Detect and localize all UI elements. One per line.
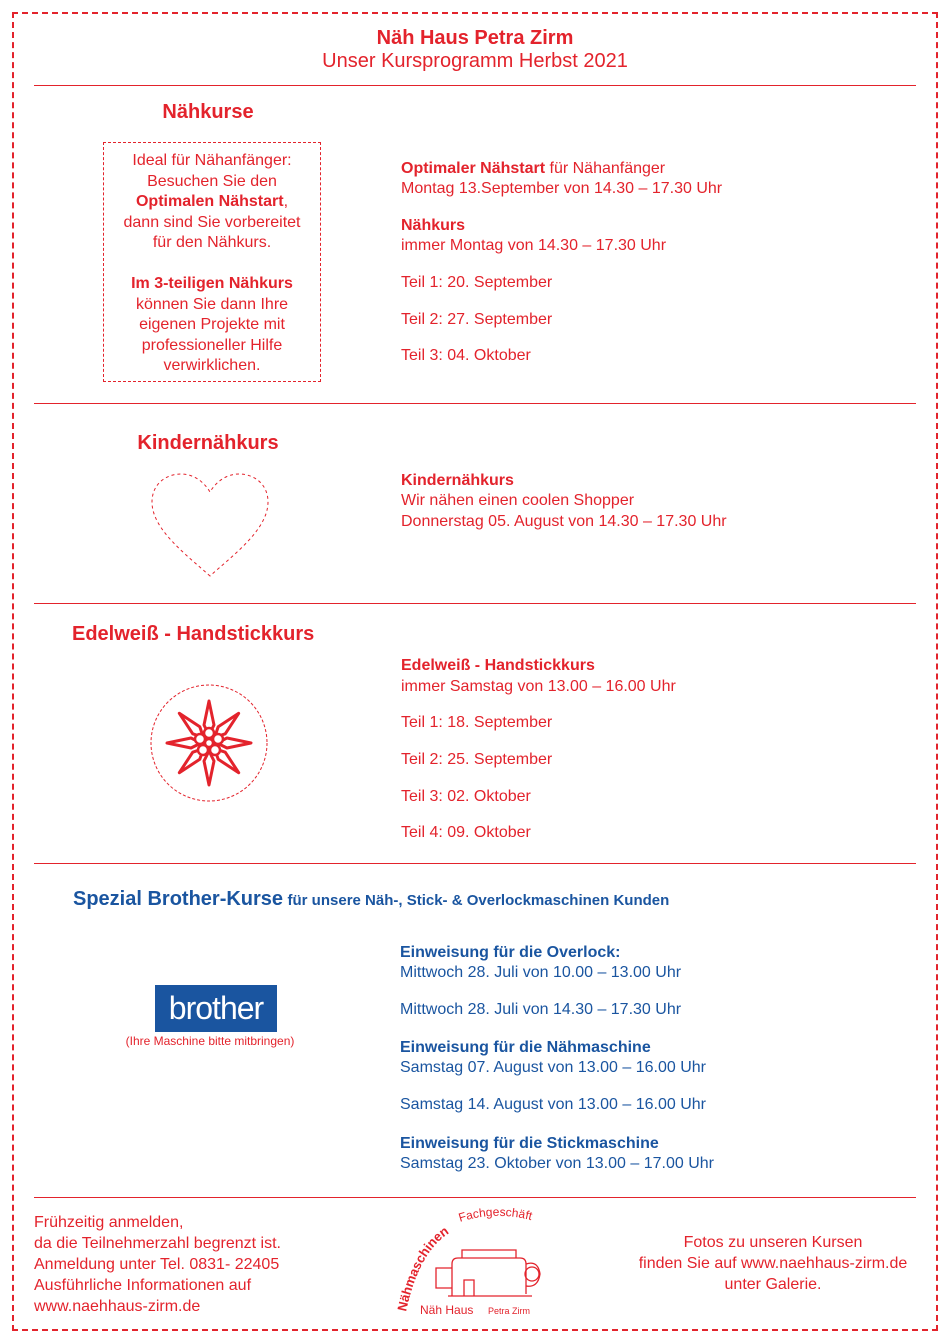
info-line: eigenen Projekte mit [139,316,285,333]
course-title: Einweisung für die Overlock: [400,944,621,961]
course-title: Edelweiß - Handstickkurs [401,657,595,674]
course-part: Teil 2: 27. September [401,311,553,328]
course-date: Mittwoch 28. Juli von 14.30 – 17.30 Uhr [400,1001,682,1018]
course-title: Einweisung für die Nähmaschine [400,1039,651,1056]
footer-line: Anmeldung unter Tel. 0831- 22405 [34,1256,280,1273]
footer-right [620,1232,926,1295]
course-date: Samstag 14. August von 13.00 – 16.00 Uhr [400,1096,706,1113]
footer-left [34,1212,281,1317]
shop-logo [392,1202,558,1324]
course-part: Teil 2: 25. September [401,751,553,768]
course-desc: Wir nähen einen coolen Shopper [401,492,635,509]
course-part: Teil 1: 18. September [401,714,553,731]
footer-line: Fotos zu unseren Kursen [683,1234,863,1251]
info-line: Ideal für Nähanfänger: [132,152,292,169]
divider [34,1197,916,1198]
footer-line: www.naehhaus-zirm.de [34,1298,201,1315]
course-part: Teil 4: 09. Oktober [401,824,531,841]
footer-line: da die Teilnehmerzahl begrenzt ist. [34,1235,281,1252]
footer-line: Frühzeitig anmelden, [34,1214,184,1231]
course-part: Teil 3: 02. Oktober [401,788,531,805]
info-line: Optimalen Nähstart, [135,193,289,210]
brother-note: (Ihre Maschine bitte mitbringen) [125,1034,295,1048]
divider [34,603,916,604]
info-line: verwirklichen. [163,357,261,374]
logo-name: Näh Haus [420,1303,474,1317]
info-line: professioneller Hilfe [141,336,283,354]
course-date: immer Montag von 14.30 – 17.30 Uhr [401,237,667,254]
svg-text:Fachgeschäft: Fachgeschäft [456,1204,534,1225]
course-part: Teil 1: 20. September [401,274,553,291]
course-date: immer Samstag von 13.00 – 16.00 Uhr [401,678,676,695]
page-subtitle: Unser Kursprogramm Herbst 2021 [322,50,628,72]
info-line: Besuchen Sie den [147,172,277,190]
logo-owner: Petra Zirm [488,1306,531,1316]
course-date: Montag 13.September von 14.30 – 17.30 Uhr [401,180,723,197]
info-line: für den Nähkurs. [152,234,272,251]
section-heading-naehkurse: Nähkurse [162,101,254,123]
heart-icon [148,470,272,582]
svg-text:Nähmaschinen: Nähmaschinen [394,1223,452,1313]
page-title: Näh Haus Petra Zirm [376,27,574,49]
divider [34,403,916,404]
footer-line: Ausführliche Informationen auf [34,1277,252,1294]
course-date: Samstag 07. August von 13.00 – 16.00 Uhr [400,1059,706,1076]
edelweiss-icon [149,683,269,803]
info-line: dann sind Sie vorbereitet [123,213,301,231]
divider [34,863,916,864]
section-heading-kinder: Kindernähkurs [137,432,279,454]
course-date: Donnerstag 05. August von 14.30 – 17.30 Uhr [401,513,727,530]
info-box [103,142,321,382]
course-title: Nähkurs [401,217,466,234]
section-heading-edelweiss: Edelweiß - Handstickkurs [72,623,315,645]
section-heading-brother: Spezial Brother-Kurse für unsere Näh-, Stick- & Overlockmaschinen Kunden [73,888,670,910]
course-title: Kindernähkurs [401,472,514,489]
info-line: können Sie dann Ihre [135,295,289,313]
divider [34,85,916,86]
brother-logo: brother [155,985,277,1032]
course-title: Optimaler Nähstart für Nähanfänger [401,160,666,177]
footer-line: unter Galerie. [724,1276,822,1293]
course-title: Einweisung für die Stickmaschine [400,1135,659,1152]
course-date: Mittwoch 28. Juli von 10.00 – 13.00 Uhr [400,964,682,981]
course-date: Samstag 23. Oktober von 13.00 – 17.00 Uhr [400,1155,714,1172]
info-line: Im 3-teiligen Nähkurs [131,275,293,292]
footer-line: finden Sie auf www.naehhaus-zirm.de [638,1255,908,1272]
course-part: Teil 3: 04. Oktober [401,347,531,364]
